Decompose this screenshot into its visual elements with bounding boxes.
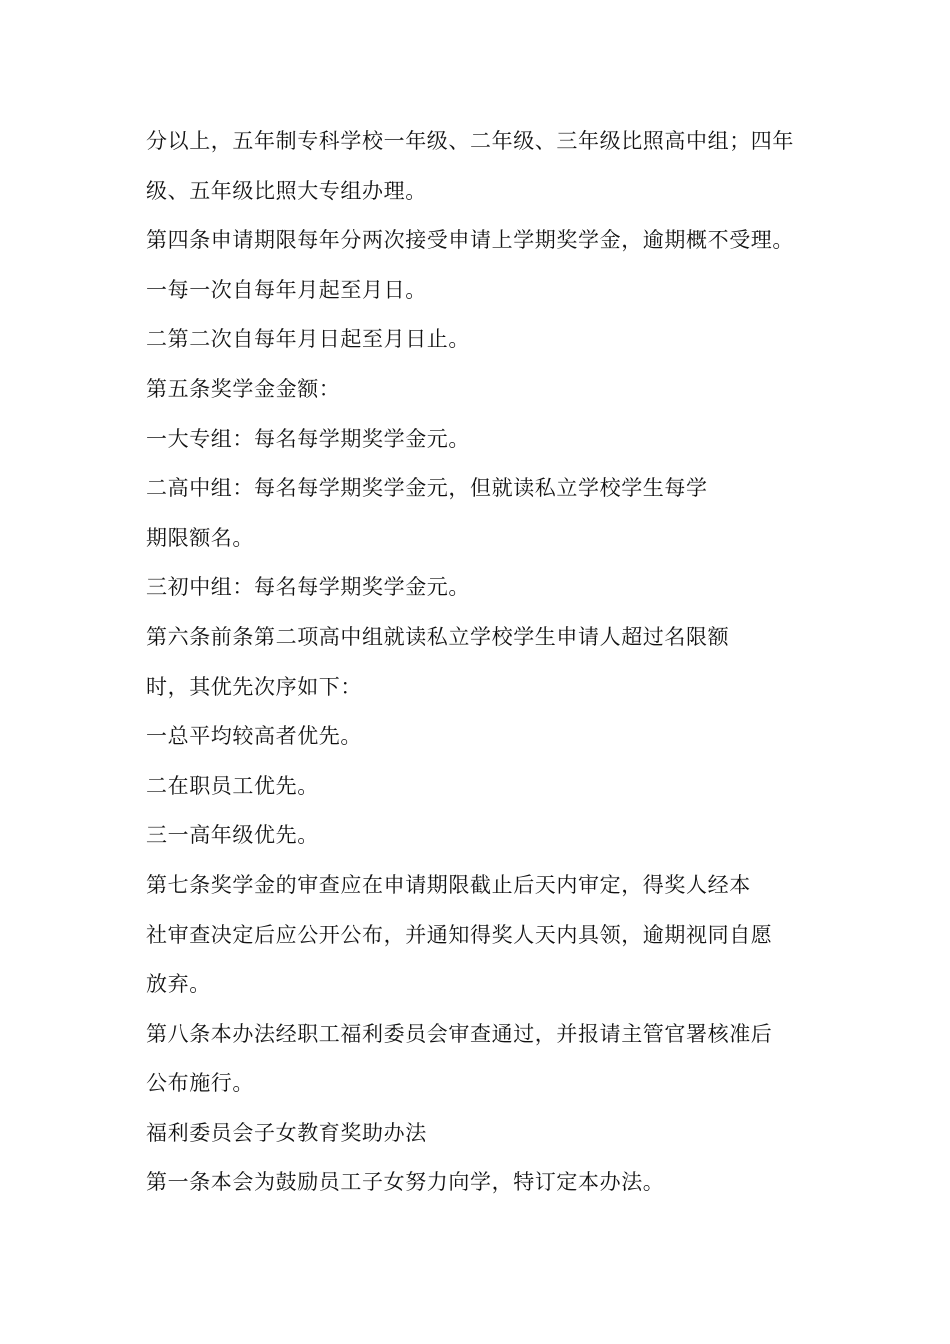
section-title: 福利委员会子女教育奖助办法 bbox=[146, 1120, 427, 1145]
article-1: 第一条本会为鼓励员工子女努力向学，特订定本办法。 bbox=[146, 1170, 665, 1195]
article-7: 第七条奖学金的审查应在申请期限截止后天内审定，得奖人经本 bbox=[146, 872, 751, 897]
article-6: 第六条前条第二项高中组就读私立学校学生申请人超过名限额 bbox=[146, 624, 730, 649]
article-4-item-2: 二第二次自每年月日起至月日止。 bbox=[146, 327, 470, 352]
text-line: 分以上，五年制专科学校一年级、二年级、三年级比照高中组；四年 bbox=[146, 129, 794, 153]
article-5-item-2: 二高中组：每名每学期奖学金元，但就读私立学校学生每学 bbox=[146, 476, 708, 501]
article-4: 第四条申请期限每年分两次接受申请上学期奖学金，逾期概不受理。 bbox=[146, 228, 794, 253]
text-line: 公布施行。 bbox=[146, 1071, 254, 1096]
document-body bbox=[146, 117, 846, 1208]
article-6-item-2: 二在职员工优先。 bbox=[146, 773, 319, 798]
text-line: 级、五年级比照大专组办理。 bbox=[146, 178, 427, 203]
text-line: 社审查决定后应公开公布，并通知得奖人天内具领，逾期视同自愿 bbox=[146, 922, 773, 947]
article-6-item-3: 三一高年级优先。 bbox=[146, 823, 319, 848]
article-5-item-1: 一大专组：每名每学期奖学金元。 bbox=[146, 426, 470, 451]
article-4-item-1: 一每一次自每年月起至月日。 bbox=[146, 277, 427, 302]
article-5: 第五条奖学金金额： bbox=[146, 376, 341, 401]
article-8: 第八条本办法经职工福利委员会审查通过，并报请主管官署核准后 bbox=[146, 1021, 773, 1046]
text-line: 时，其优先次序如下： bbox=[146, 674, 362, 699]
text-line: 期限额名。 bbox=[146, 525, 254, 550]
text-line: 放弃。 bbox=[146, 972, 211, 997]
article-6-item-1: 一总平均较高者优先。 bbox=[146, 724, 362, 749]
article-5-item-3: 三初中组：每名每学期奖学金元。 bbox=[146, 575, 470, 600]
